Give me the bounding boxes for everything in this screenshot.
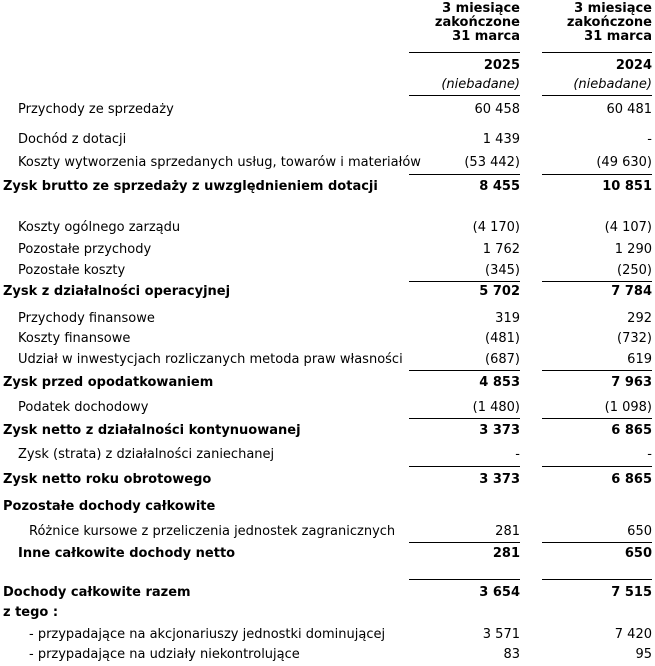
subtotal-rule-col2 [542,281,652,282]
row-label: Dochody całkowite razem [3,585,191,600]
row-label: Zysk netto z działalności kontynuowanej [3,423,301,438]
subtotal-rule-col2 [542,370,652,371]
row-value-2024: 6 865 [611,472,652,487]
header-rule-col1 [409,52,520,53]
subtotal-rule-col2 [542,418,652,419]
row-value-2024: 1 290 [614,242,652,257]
row-value-2025: 3 373 [479,472,520,487]
row-value-2025: (481) [485,331,520,346]
row-label: Inne całkowite dochody netto [18,546,236,561]
total-rule-col2 [542,579,652,580]
row-value-2025: 281 [495,524,520,539]
row-value-2024: (49 630) [596,155,652,170]
row-label: Pozostałe koszty [18,263,126,278]
row-value-2024: 60 481 [606,102,652,117]
row-value-2025: 1 762 [482,242,520,257]
row-value-2025: 3 654 [479,585,520,600]
row-value-2025: 8 455 [479,179,520,194]
row-value-2025: 83 [503,647,520,662]
row-value-2024: 7 420 [614,627,652,642]
row-value-2025: - [515,447,520,462]
row-value-2024: (250) [617,263,652,278]
subtotal-rule-col1 [409,542,520,543]
row-value-2025: 5 702 [479,284,520,299]
row-label: Dochód z dotacji [18,132,127,147]
row-value-2025: (1 480) [472,400,520,415]
col2-year: 2024 [615,58,652,73]
subtotal-rule-col1 [409,466,520,467]
row-value-2025: (687) [485,352,520,367]
col2-header-line2: zakończone [566,15,652,30]
row-label: Przychody finansowe [18,311,155,326]
year-rule-col1 [409,95,520,96]
section-heading: z tego : [3,605,59,620]
row-label: Zysk z działalności operacyjnej [3,284,231,299]
col2-header [567,2,652,44]
row-value-2024: 292 [627,311,652,326]
row-value-2025: 4 853 [479,375,520,390]
subtotal-rule-col2 [542,174,652,175]
row-value-2024: (1 098) [604,400,652,415]
row-label: Pozostałe przychody [18,242,152,257]
row-value-2024: 10 851 [602,179,652,194]
row-value-2024: 650 [627,524,652,539]
row-value-2024: 6 865 [611,423,652,438]
row-value-2024: 7 963 [611,375,652,390]
row-label: Zysk netto roku obrotowego [3,472,212,487]
row-value-2025: 3 373 [479,423,520,438]
row-value-2025: 60 458 [474,102,520,117]
col1-note: (niebadane) [441,77,520,92]
total-rule-col1 [409,579,520,580]
row-value-2025: (345) [485,263,520,278]
section-heading: Pozostałe dochody całkowite [3,499,216,514]
row-value-2024: - [647,132,652,147]
col2-note: (niebadane) [573,77,652,92]
row-label: Podatek dochodowy [18,400,149,415]
row-value-2025: (4 170) [472,220,520,235]
row-value-2025: 281 [492,546,520,561]
row-label: Koszty finansowe [18,331,131,346]
subtotal-rule-col1 [409,418,520,419]
row-label: Zysk brutto ze sprzedaży z uwzględnieniem dotacji [3,179,378,194]
row-label: Koszty wytworzenia sprzedanych usług, towarów i materiałów [18,155,421,170]
row-label: - przypadające na akcjonariuszy jednostki dominującej [29,627,386,642]
col1-year: 2025 [483,58,520,73]
subtotal-rule-col1 [409,174,520,175]
row-value-2025: 319 [495,311,520,326]
row-value-2024: - [647,447,652,462]
col1-header-line2: zakończone [434,15,520,30]
col1-header [435,2,520,44]
col1-header-line1: 3 miesiące [442,1,520,16]
row-value-2024: 7 515 [611,585,652,600]
row-value-2024: 650 [624,546,652,561]
row-value-2024: 619 [627,352,652,367]
header-rule-col2 [542,52,652,53]
row-value-2025: (53 442) [464,155,520,170]
row-value-2024: 95 [635,647,652,662]
row-value-2025: 3 571 [482,627,520,642]
subtotal-rule-col1 [409,370,520,371]
row-label: Zysk przed opodatkowaniem [3,375,214,390]
col2-header-line1: 3 miesiące [574,1,652,16]
col1-header-line3: 31 marca [452,29,520,44]
row-value-2024: (4 107) [604,220,652,235]
row-value-2025: 1 439 [482,132,520,147]
row-value-2024: 7 784 [611,284,652,299]
subtotal-rule-col2 [542,542,652,543]
row-label: Koszty ogólnego zarządu [18,220,181,235]
row-value-2024: (732) [617,331,652,346]
row-label: Przychody ze sprzedaży [18,102,174,117]
subtotal-rule-col1 [409,281,520,282]
row-label: - przypadające na udziały niekontrolujące [29,647,300,662]
row-label: Różnice kursowe z przeliczenia jednostek zagranicznych [29,524,396,539]
row-label: Zysk (strata) z działalności zaniechanej [18,447,275,462]
year-rule-col2 [542,95,652,96]
row-label: Udział w inwestycjach rozliczanych metoda praw własności [18,352,403,367]
subtotal-rule-col2 [542,466,652,467]
col2-header-line3: 31 marca [584,29,652,44]
